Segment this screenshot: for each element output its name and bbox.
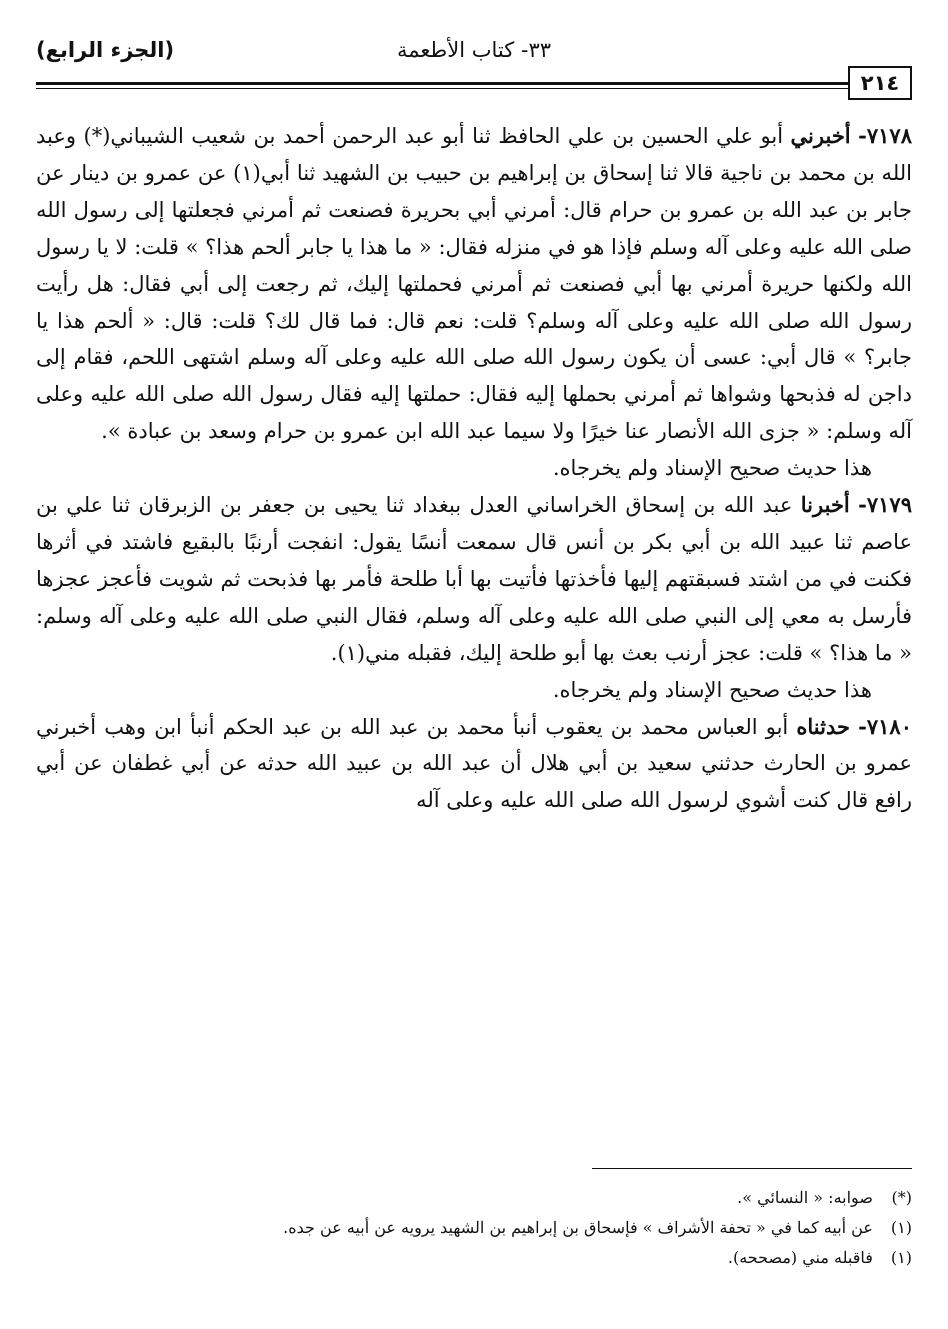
main-text xyxy=(36,118,912,819)
volume-label: (الجزء الرابع) xyxy=(36,38,175,62)
hadith-text: عبد الله بن إسحاق الخراساني العدل ببغداد ثنا يحيى بن جعفر بن الزبرقان ثنا علي بن عاصم ثنا عبيد الله بن أبي بكر بن أنس قال سمعت أنسًا يقول: انفجت أرنبًا بالبقيع فاشتد في أثرها فكنت في من اشتد فسبقتهم إليها فأخذتها فأتيت بها أبا طلحة فأمر بها فذبحت ثم شويت فأعجز عجزها فأرسل به معي إلى النبي صلى الله عليه وعلى آله وسلم، فقال النبي صلى الله عليه وعلى آله وسلم: « ما هذا؟ » قلت: عجز أرنب بعث بها أبو طلحة إليك، فقبله مني(١). xyxy=(36,493,912,665)
hadith-lead: أخبرني xyxy=(790,123,851,148)
hadith-7179 xyxy=(36,487,912,672)
footnote-rule xyxy=(592,1168,912,1169)
chapter-title: ٣٣- كتاب الأطعمة xyxy=(396,38,552,62)
footnote-mark: (*) xyxy=(891,1188,912,1207)
footnote xyxy=(36,1243,912,1273)
hadith-7178 xyxy=(36,118,912,450)
footnote-mark: (١) xyxy=(890,1248,912,1267)
footnote-text: عن أبيه كما في « تحفة الأشراف » فإسحاق بن إبراهيم بن الشهيد يرويه عن أبيه عن جده. xyxy=(283,1218,873,1237)
page-header xyxy=(36,38,912,94)
header-rule xyxy=(36,82,912,89)
hadith-text: أبو العباس محمد بن يعقوب أنبأ محمد بن عبد الله بن عبد الحكم أنبأ ابن وهب أخبرني عمرو بن الحارث حدثني سعيد بن أبي هلال أن عبد الله بن عبيد الله حدثه عن أبي غطفان عن أبي رافع قال كنت أشوي لرسول الله صلى الله عليه وعلى آله xyxy=(36,714,912,813)
footnote xyxy=(36,1213,912,1243)
hadith-number: ٧١٨٠- xyxy=(858,713,912,739)
hadith-7180 xyxy=(36,709,912,820)
footnote-mark: (١) xyxy=(890,1218,912,1237)
hadith-ruling: هذا حديث صحيح الإسناد ولم يخرجاه. xyxy=(552,456,872,481)
footnote-text: فاقبله مني (مصححه). xyxy=(727,1248,873,1267)
page-number: ٢١٤ xyxy=(848,66,912,100)
hadith-lead: أخبرنا xyxy=(800,492,850,518)
book-page xyxy=(36,38,912,1298)
hadith-text: أبو علي الحسين بن علي الحافظ ثنا أبو عبد الرحمن أحمد بن شعيب الشيباني(*) وعبد الله بن محمد بن ناجية قالا ثنا إسحاق بن إبراهيم بن حبيب بن الشهيد ثنا أبي(١) عن عمرو بن دينار عن جابر بن عبد الله بن عمرو بن حرام قال: أمرني أبي بحريرة فصنعت ثم أمرني فجعلتها إلى رسول الله صلى الله عليه وعلى آله وسلم فإذا هو في منزله فقال: « ما هذا يا جابر ألحم هذا؟ » قلت: لا يا رسول الله ولكنها حريرة أمرني بها أبي فصنعت ثم أمرني فحملتها إليك، ثم رجعت إلى أبي فقال: هل رأيت رسول الله صلى الله عليه وعلى آله وسلم؟ قلت: نعم قال: فما قال لك؟ قلت: قال: « ألحم هذا يا جابر؟ » قال أبي: عسى أن يكون رسول الله صلى الله عليه وعلى آله وسلم اشتهى اللحم، فقام إلى داجن له فذبحها وشواها ثم أمرني بحملها إليه فقال: حملتها إليه فقال رسول الله صلى الله عليه وعلى آله وسلم: « جزى الله الأنصار عنا خيرًا ولا سيما عبد الله ابن عمرو بن حرام وسعد بن عبادة ». xyxy=(36,124,913,444)
hadith-lead: حدثناه xyxy=(796,713,850,739)
hadith-number: ٧١٧٨- xyxy=(858,123,912,148)
hadith-number: ٧١٧٩- xyxy=(858,492,912,518)
footnote xyxy=(36,1183,912,1213)
footnote-text: صوابه: « النسائي ». xyxy=(737,1188,873,1207)
footnotes xyxy=(36,1183,912,1273)
hadith-ruling: هذا حديث صحيح الإسناد ولم يخرجاه. xyxy=(552,677,872,702)
